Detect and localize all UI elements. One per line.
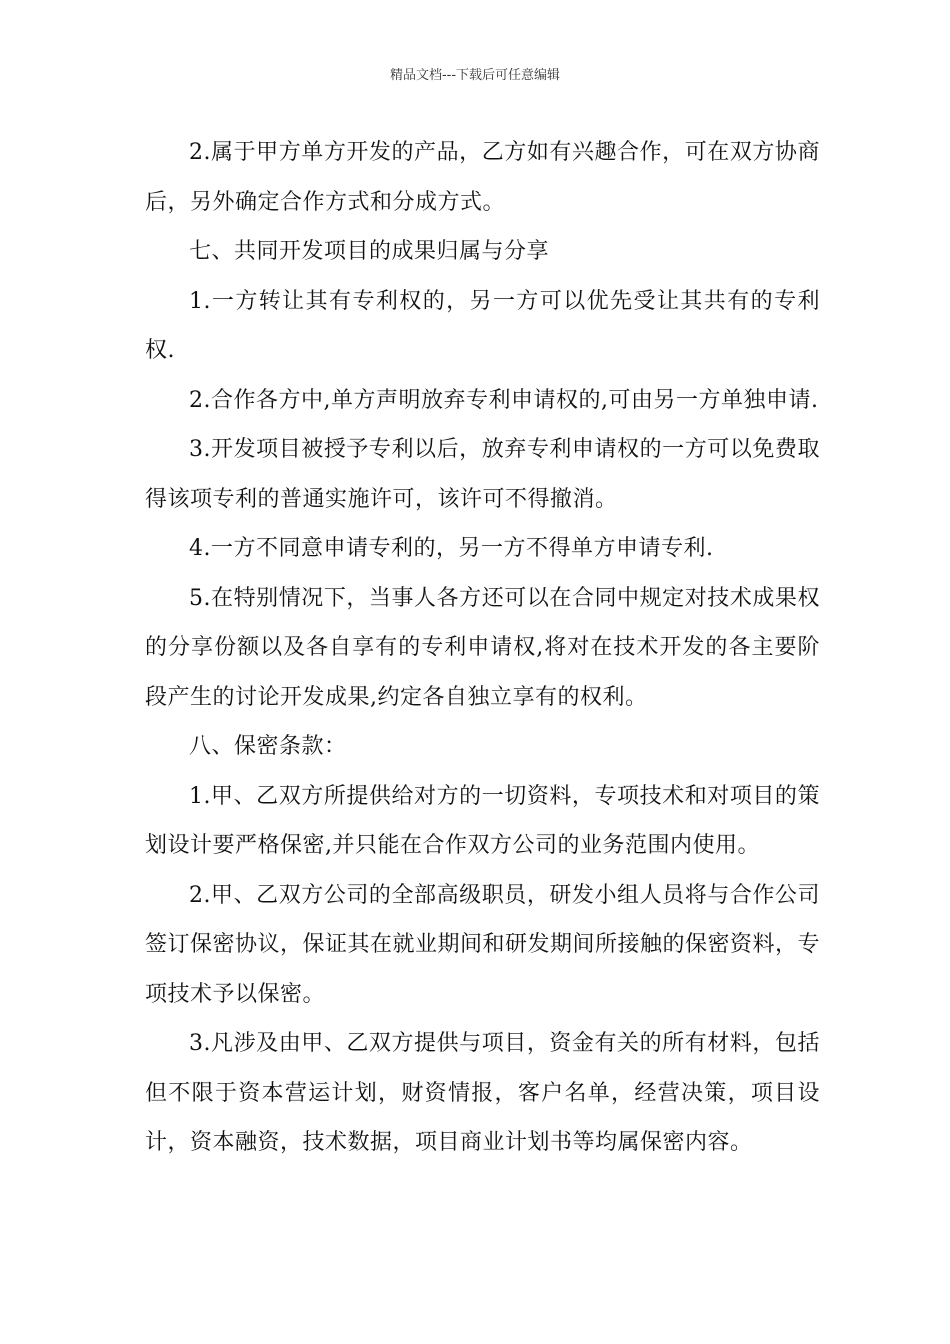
paragraph-7-3: 3.开发项目被授予专利以后，放弃专利申请权的一方可以免费取得该项专利的普通实施许可，该许可不得撤消。: [145, 437, 820, 512]
paragraph-7-5: 5.在特别情况下，当事人各方还可以在合同中规定对技术成果权的分享份额以及各自享有的专利申请权,将对在技术开发的各主要阶段产生的讨论开发成果,约定各自独立享有的权利。: [145, 585, 820, 710]
paragraph-7-2: 2.合作各方中,单方声明放弃专利申请权的,可由另一方单独申请.: [189, 387, 819, 413]
paragraph-item-2-products: 2.属于甲方单方开发的产品，乙方如有兴趣合作，可在双方协商后，另外确定合作方式和分成方式。: [145, 140, 820, 215]
paragraph-7-4: 4.一方不同意申请专利的，另一方不得单方申请专利.: [189, 536, 714, 561]
paragraph-7-1: 1.一方转让其有专利权的，另一方可以优先受让其共有的专利权.: [145, 288, 820, 363]
section-heading-7: 七、共同开发项目的成果归属与分享: [189, 239, 550, 264]
paragraph-8-3: 3.凡涉及由甲、乙双方提供与项目，资金有关的所有材料，包括但不限于资本营运计划，财资情报，客户名单，经营决策，项目设计，资本融资，技术数据，项目商业计划书等均属保密内容。: [145, 1031, 820, 1155]
section-heading-8: 八、保密条款：: [189, 734, 347, 759]
paragraph-8-2: 2.甲、乙双方公司的全部高级职员，研发小组人员将与合作公司签订保密协议，保证其在就业期间和研发期间所接触的保密资料，专项技术予以保密。: [145, 882, 821, 1007]
paragraph-8-1: 1.甲、乙双方所提供给对方的一切资料，专项技术和对项目的策划设计要严格保密,并只能在合作双方公司的业务范围内使用。: [145, 783, 820, 858]
page-header: 精品文档---下载后可任意编辑: [389, 68, 561, 83]
document-body: [145, 128, 820, 1168]
